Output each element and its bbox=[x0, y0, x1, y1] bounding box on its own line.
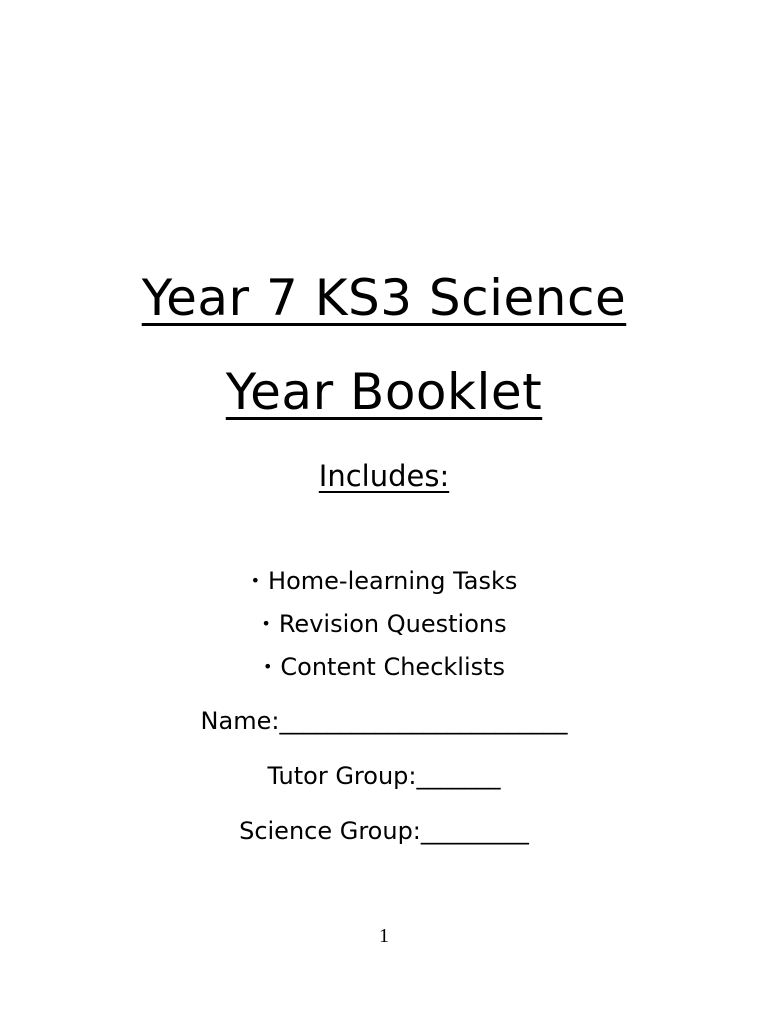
list-item bbox=[0, 603, 768, 646]
science-group-field[interactable]: Science Group:_________ bbox=[239, 817, 529, 845]
bullet-icon: • bbox=[262, 657, 273, 676]
list-item-text: Home-learning Tasks bbox=[268, 567, 518, 595]
includes-heading-text: Includes: bbox=[318, 459, 450, 493]
list-item bbox=[0, 560, 768, 603]
title-text-1: Year 7 KS3 Science bbox=[141, 269, 627, 327]
title-text-2: Year Booklet bbox=[225, 363, 543, 421]
title-line-1 bbox=[0, 268, 768, 328]
name-field[interactable]: Name:________________________ bbox=[200, 707, 568, 735]
includes-list bbox=[0, 560, 768, 689]
tutor-group-field[interactable]: Tutor Group:_______ bbox=[267, 762, 501, 790]
list-item-text: Content Checklists bbox=[280, 653, 506, 681]
list-item bbox=[0, 646, 768, 689]
bullet-icon: • bbox=[250, 571, 261, 590]
bullet-icon: • bbox=[261, 614, 271, 633]
list-item-text: Revision Questions bbox=[278, 610, 507, 638]
title-line-2 bbox=[0, 362, 768, 422]
page-number: 1 bbox=[379, 925, 389, 947]
includes-heading bbox=[0, 458, 768, 494]
